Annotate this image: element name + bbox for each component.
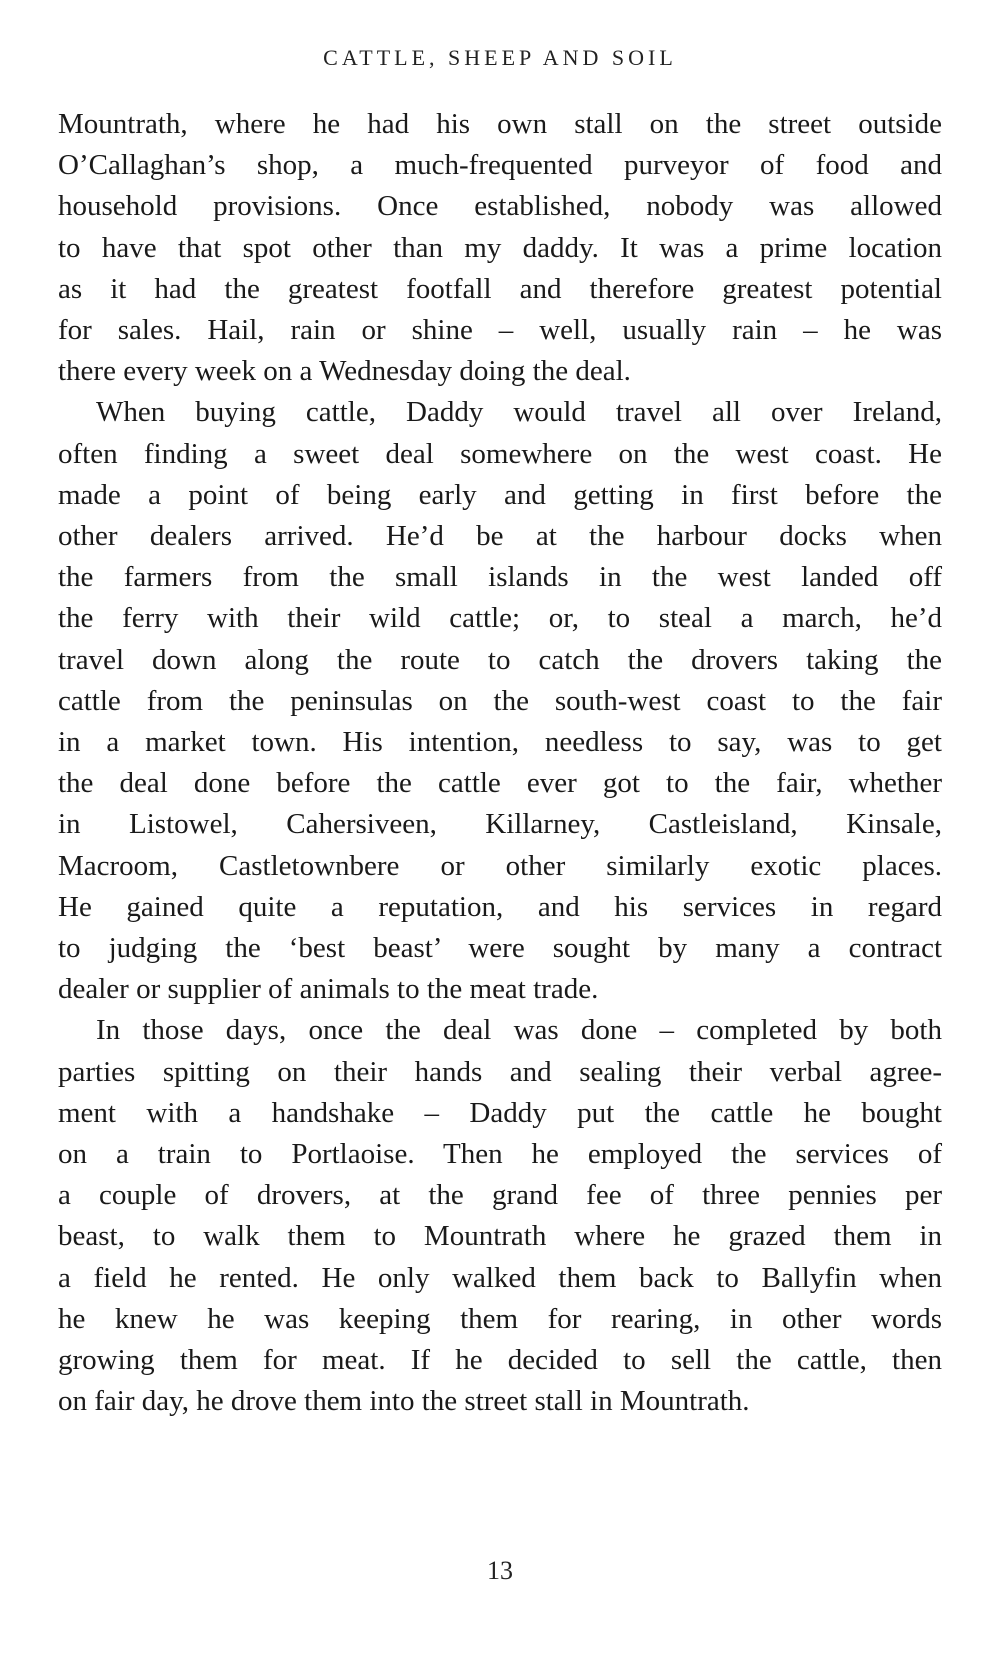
text-line: to have that spot other than my daddy. It was a prime location [58,231,942,264]
paragraph-2 [58,392,942,1010]
text-line: the deal done before the cattle ever got to the fair, whether [58,767,942,800]
text-line: a couple of drovers, at the grand fee of three pennies per [58,1179,942,1212]
text-line: in Listowel, Cahersiveen, Killarney, Castleisland, Kinsale, [58,808,942,841]
text-line: to judging the ‘best beast’ were sought by many a contract [58,932,942,965]
text-line: When buying cattle, Daddy would travel all over Ireland, [96,396,942,429]
body-text [58,104,942,1423]
running-head: CATTLE, SHEEP AND SOIL [323,45,677,70]
text-line: parties spitting on their hands and sealing their verbal agree- [58,1055,942,1088]
text-line: the farmers from the small islands in the west landed off [58,561,942,594]
text-line: on fair day, he drove them into the street stall in Mountrath. [58,1385,750,1418]
text-line: made a point of being early and getting in first before the [58,478,942,511]
text-line: in a market town. His intention, needless to say, was to get [58,726,942,759]
text-line: He gained quite a reputation, and his services in regard [58,890,942,923]
text-line: cattle from the peninsulas on the south-west coast to the fair [58,684,942,717]
text-line: growing them for meat. If he decided to sell the cattle, then [58,1344,942,1377]
text-line: Mountrath, where he had his own stall on the street outside [58,108,942,140]
text-line: other dealers arrived. He’d be at the harbour docks when [58,520,942,553]
paragraph-3 [58,1010,942,1422]
text-line: dealer or supplier of animals to the meat trade. [58,973,599,1006]
text-line: travel down along the route to catch the drovers taking the [58,643,942,676]
text-line: he knew he was keeping them for rearing, in other words [58,1302,942,1335]
page-number: 13 [487,1556,513,1585]
text-line: there every week on a Wednesday doing the deal. [58,355,631,388]
text-line: for sales. Hail, rain or shine – well, usually rain – he was [58,314,942,347]
text-line: the ferry with their wild cattle; or, to steal a march, he’d [58,602,942,635]
text-line: ment with a handshake – Daddy put the cattle he bought [58,1096,942,1129]
text-line: Macroom, Castletownbere or other similarly exotic places. [58,849,942,882]
text-line: household provisions. Once established, nobody was allowed [58,190,942,223]
text-line: In those days, once the deal was done – completed by both [96,1014,942,1047]
text-line: as it had the greatest footfall and therefore greatest potential [58,272,942,305]
text-line: often finding a sweet deal somewhere on the west coast. He [58,437,942,470]
text-line: beast, to walk them to Mountrath where he grazed them in [58,1220,942,1253]
text-line: on a train to Portlaoise. Then he employed the services of [58,1138,942,1171]
paragraph-1 [58,104,942,392]
text-line: a field he rented. He only walked them back to Ballyfin when [58,1261,942,1294]
text-line: O’Callaghan’s shop, a much-frequented purveyor of food and [58,149,942,182]
